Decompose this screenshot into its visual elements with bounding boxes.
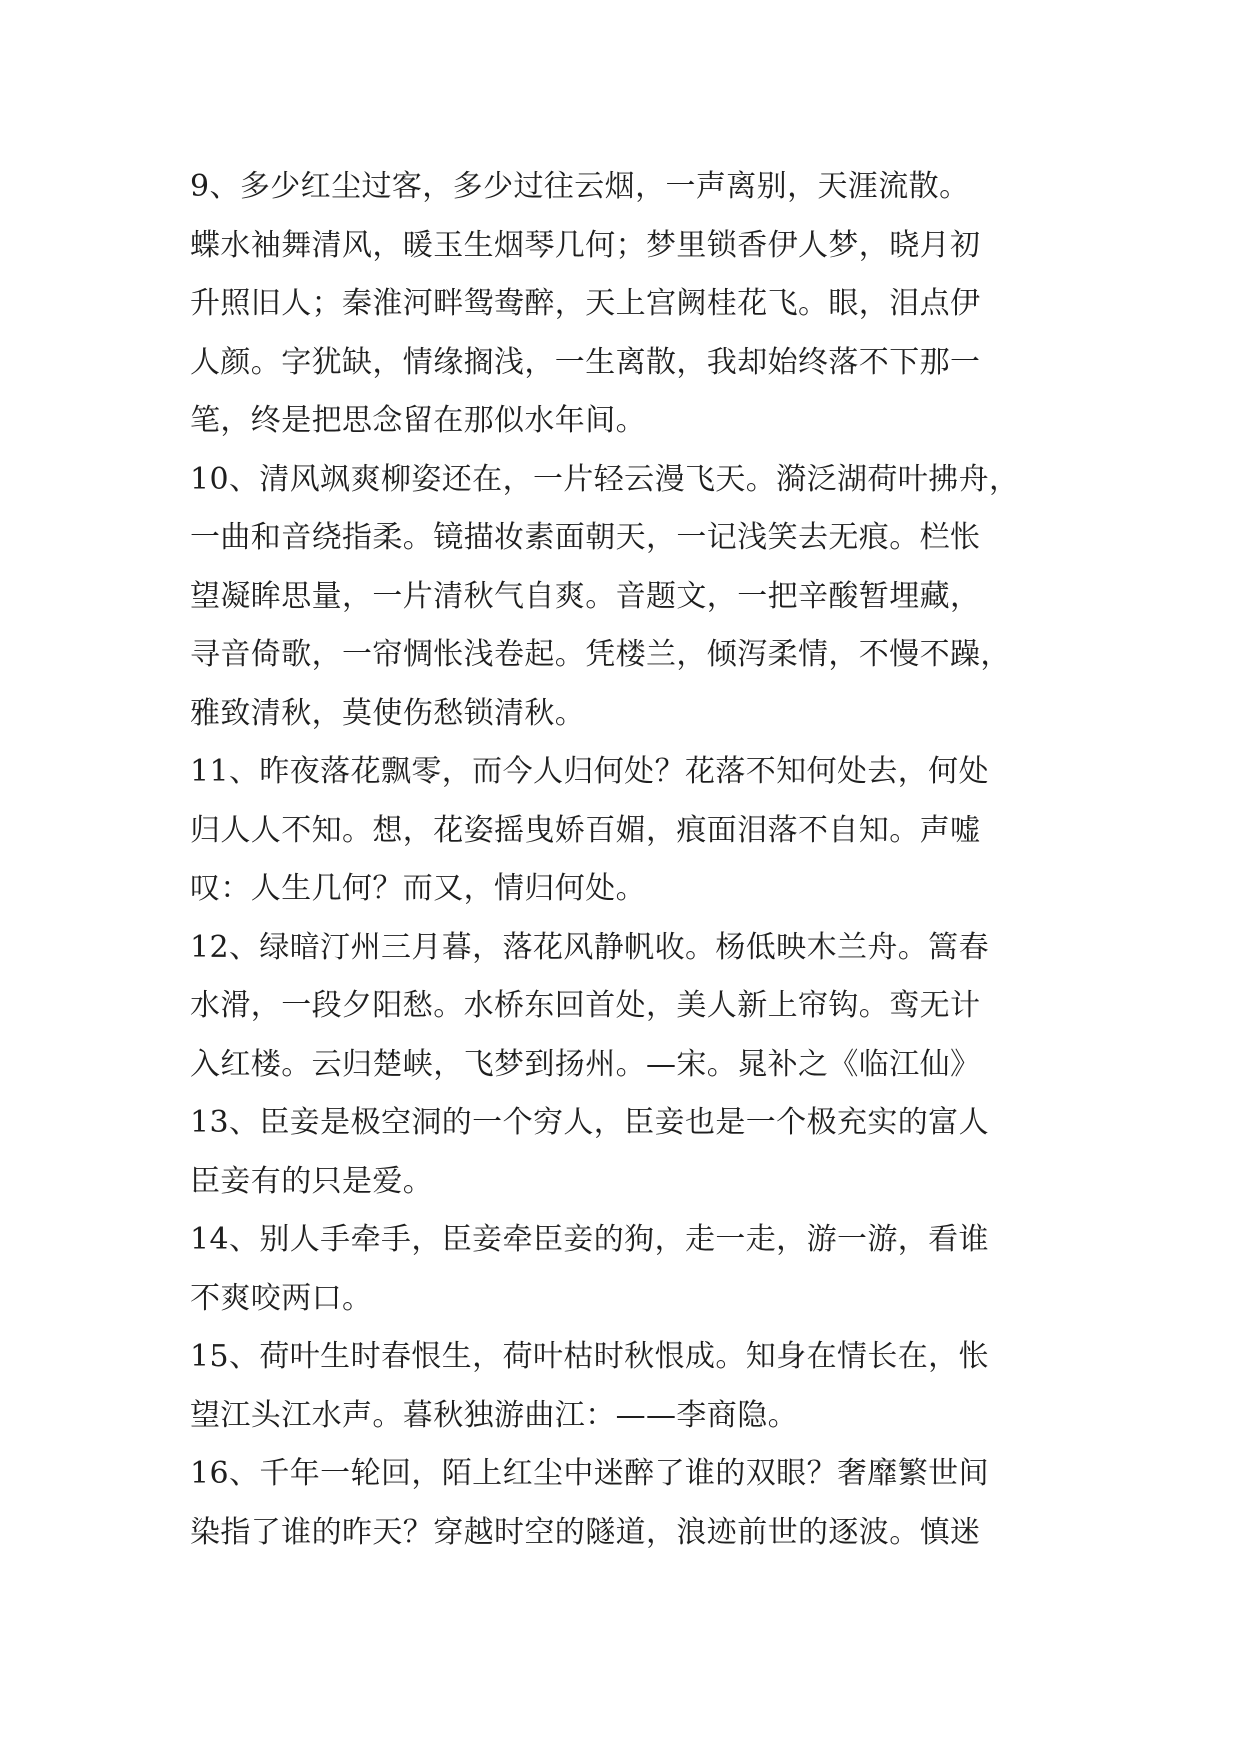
text-line: 不爽咬两口。 xyxy=(190,1280,373,1316)
text-line: 寻音倚歌，一帘惆怅浅卷起。凭楼兰，倾泻柔情，不慢不躁， xyxy=(190,637,1011,672)
text-line: 望江头江水声。暮秋独游曲江：——李商隐。 xyxy=(190,1397,798,1433)
text-line: 11、昨夜落花飘零，而今人归何处？花落不知何处去，何处 xyxy=(190,754,989,789)
text-line: 16、千年一轮回，陌上红尘中迷醉了谁的双眼？奢靡繁世间 xyxy=(190,1456,989,1491)
text-line: 笔，终是把思念留在那似水年间。 xyxy=(190,403,646,438)
text-line: 14、别人手牵手，臣妾牵臣妾的狗，走一走，游一游，看谁 xyxy=(190,1222,989,1257)
text-line: 染指了谁的昨天？穿越时空的隧道，浪迹前世的逐波。慎迷 xyxy=(190,1514,981,1550)
text-line: 水滑，一段夕阳愁。水桥东回首处，美人新上帘钩。鸾无计 xyxy=(190,988,981,1023)
text-line: 一曲和音绕指柔。镜描妆素面朝天，一记浅笑去无痕。栏怅 xyxy=(190,520,981,555)
text-line: 雅致清秋，莫使伤愁锁清秋。 xyxy=(190,695,586,731)
text-line: 入红楼。云归楚峡，飞梦到扬州。—宋。晁补之《临江仙》 xyxy=(190,1046,981,1082)
text-line: 9、多少红尘过客，多少过往云烟，一声离别，天涯流散。 xyxy=(190,169,970,204)
text-line: 蝶水袖舞清风，暖玉生烟琴几何；梦里锁香伊人梦，晓月初 xyxy=(190,227,981,263)
text-line: 13、臣妾是极空洞的一个穷人，臣妾也是一个极充实的富人 xyxy=(190,1105,989,1140)
text-line: 升照旧人；秦淮河畔鸳鸯醉，天上宫阙桂花飞。眼，泪点伊 xyxy=(190,286,981,321)
text-line: 臣妾有的只是爱。 xyxy=(190,1163,434,1199)
text-line: 归人人不知。想，花姿摇曳娇百媚，痕面泪落不自知。声嘘 xyxy=(190,812,981,848)
document-body xyxy=(190,158,1060,1562)
text-line: 15、荷叶生时春恨生，荷叶枯时秋恨成。知身在情长在，怅 xyxy=(190,1339,989,1374)
text-line: 叹：人生几何？而又，情归何处。 xyxy=(190,871,646,906)
text-line: 望凝眸思量，一片清秋气自爽。音题文，一把辛酸暂埋藏， xyxy=(190,578,981,614)
text-line: 12、绿暗汀州三月暮，落花风静帆收。杨低映木兰舟。篙春 xyxy=(190,929,989,965)
text-line: 10、清风飒爽柳姿还在，一片轻云漫飞天。漪泛湖荷叶拂舟， xyxy=(190,461,1020,497)
text-line: 人颜。字犹缺，情缘搁浅，一生离散，我却始终落不下那一 xyxy=(190,344,981,380)
